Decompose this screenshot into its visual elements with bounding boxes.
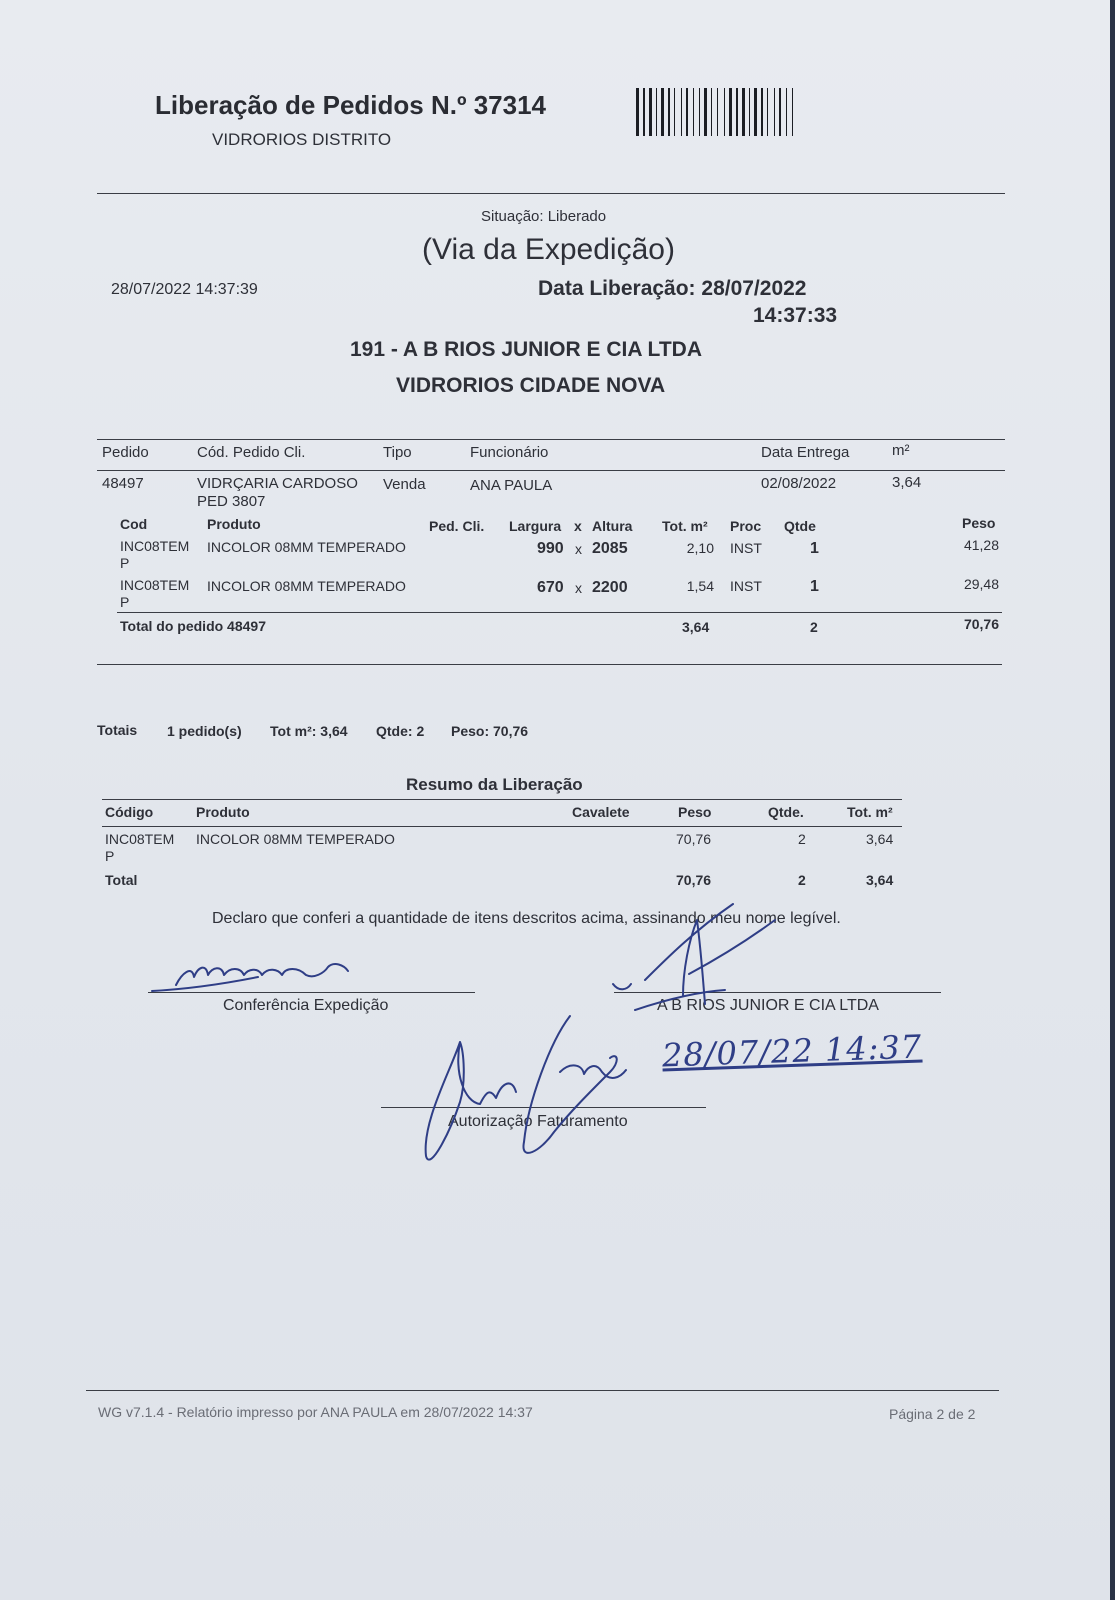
summary-col-codigo: Código [105,804,154,820]
items-col-largura: Largura [509,518,562,534]
order-total-label: Total do pedido 48497 [120,618,266,634]
items-col-ped-cli: Ped. Cli. [429,518,485,534]
client-name: 191 - A B RIOS JUNIOR E CIA LTDA [350,338,702,361]
page-title: Liberação de Pedidos N.º 37314 [155,90,546,120]
signature-label-expedicao: Conferência Expedição [223,997,389,1014]
item-peso: 29,48 [963,576,999,592]
order-total-peso: 70,76 [963,616,999,632]
barcode-bar [656,88,657,136]
expedicao-signature-icon [148,955,368,995]
items-col-cod: Cod [120,516,148,532]
summary-peso: 70,76 [676,831,712,847]
order-m2: 3,64 [892,474,922,491]
divider [97,470,1005,471]
totals-pedidos: 1 pedido(s) [167,723,242,739]
col-data-entrega: Data Entrega [761,444,850,461]
barcode-bar [693,88,694,136]
summary-qtde: 2 [798,831,806,847]
barcode-bar [724,88,725,136]
barcode-bar [767,88,768,136]
item-produto: INCOLOR 08MM TEMPERADO [207,578,406,594]
item-qtde: 1 [810,540,819,557]
item-cod: INC08TEM [120,577,190,593]
summary-col-produto: Produto [196,804,250,820]
barcode-bar [774,88,775,136]
item-altura: 2200 [592,579,628,596]
summary-col-cavalete: Cavalete [572,804,630,820]
summary-total-tot-m2: 3,64 [866,872,894,888]
barcode-bar [711,88,712,136]
item-largura: 670 [537,579,564,596]
barcode-bar [736,88,738,136]
summary-cod: INC08TEM [105,831,175,847]
divider [97,664,1002,665]
col-pedido: Pedido [102,444,149,461]
printed-timestamp: 28/07/2022 14:37:39 [111,281,258,298]
barcode-bar [686,88,688,136]
client-store: VIDRORIOS CIDADE NOVA [396,374,666,397]
item-tot-m2: 1,54 [686,578,714,594]
divider [102,826,902,827]
order-delivery: 02/08/2022 [761,475,837,492]
signature-label-faturamento: Autorização Faturamento [448,1113,628,1130]
barcode-bar [792,88,793,136]
item-cod-cont: P [120,594,130,610]
item-cod: INC08TEM [120,538,190,554]
summary-col-peso: Peso [678,804,712,820]
item-proc: INST [730,540,762,556]
handwritten-date: 28/07/22 14:37 [661,1027,923,1075]
company-signature-icon [605,900,785,1020]
summary-col-qtde: Qtde. [768,804,804,820]
status-text: Situação: Liberado [481,208,607,225]
declaration-text: Declaro que conferi a quantidade de itens descritos acima, assinando meu nome legível. [212,910,841,927]
company-subtitle: VIDRORIOS DISTRITO [212,130,392,149]
barcode-bar [779,88,781,136]
divider [97,193,1005,194]
items-col-peso: Peso [962,515,996,531]
summary-col-tot-m2: Tot. m² [847,804,893,820]
barcode-bar [761,88,763,136]
items-col-x: x [574,518,582,534]
items-col-produto: Produto [207,516,261,532]
col-cod-pedido-cli: Cód. Pedido Cli. [197,444,306,461]
barcode-bar [674,88,675,136]
barcode-bar [742,88,745,136]
barcode-bar [661,88,664,136]
barcode-bar [704,88,707,136]
item-cod-cont: P [120,555,130,571]
summary-tot-m2: 3,64 [866,831,894,847]
divider [117,612,1002,613]
item-x: x [575,541,582,557]
items-col-proc: Proc [730,518,762,534]
item-peso: 41,28 [963,537,999,553]
barcode-bar [729,88,732,136]
order-employee: ANA PAULA [470,477,553,494]
barcode-bar [749,88,750,136]
order-number: 48497 [102,475,144,492]
items-col-qtde: Qtde [784,518,816,534]
item-proc: INST [730,578,762,594]
release-time: 14:37:33 [753,304,838,327]
totals-m2: Tot m²: 3,64 [270,723,348,739]
barcode-bar [668,88,670,136]
barcode-bar [636,88,639,136]
barcode-bar [681,88,682,136]
item-altura: 2085 [592,540,628,557]
col-funcionario: Funcionário [470,444,549,461]
divider [97,439,1005,440]
divider [102,799,902,800]
item-x: x [575,580,582,596]
order-type: Venda [383,476,426,493]
totals-peso: Peso: 70,76 [451,723,529,739]
barcode-bar [649,88,652,136]
footer-printed-by: WG v7.1.4 - Relatório impresso por ANA PAULA em 28/07/2022 14:37 [98,1404,533,1420]
order-total-qtde: 2 [810,619,818,635]
release-date: Data Liberação: 28/07/2022 [538,277,807,300]
summary-title: Resumo da Liberação [406,775,583,794]
barcode-bar [786,88,787,136]
barcode-bar [717,88,718,136]
items-col-altura: Altura [592,518,633,534]
item-largura: 990 [537,540,564,557]
summary-produto: INCOLOR 08MM TEMPERADO [196,831,395,847]
summary-total-qtde: 2 [798,872,806,888]
barcode-bar [699,88,700,136]
col-m2: m² [892,442,910,459]
totals-label: Totais [97,722,138,738]
barcode-icon [636,88,796,138]
barcode-bar [643,88,645,136]
signature-label-company: A B RIOS JUNIOR E CIA LTDA [657,997,879,1014]
via-title: (Via da Expedição) [422,233,675,266]
item-produto: INCOLOR 08MM TEMPERADO [207,539,406,555]
order-total-m2: 3,64 [682,619,710,635]
divider [86,1390,999,1391]
summary-total-label: Total [105,872,138,888]
totals-qtde: Qtde: 2 [376,723,425,739]
summary-cod-cont: P [105,848,115,864]
col-tipo: Tipo [383,444,412,461]
client-code-line2: PED 3807 [197,493,266,510]
summary-total-peso: 70,76 [676,872,712,888]
item-qtde: 1 [810,578,819,595]
footer-page-number: Página 2 de 2 [889,1406,976,1422]
item-tot-m2: 2,10 [686,540,714,556]
client-code-line1: VIDRÇARIA CARDOSO [197,475,358,492]
faturamento-signature-icon [420,1012,650,1162]
barcode-bar [754,88,757,136]
items-col-tot-m2: Tot. m² [662,518,708,534]
